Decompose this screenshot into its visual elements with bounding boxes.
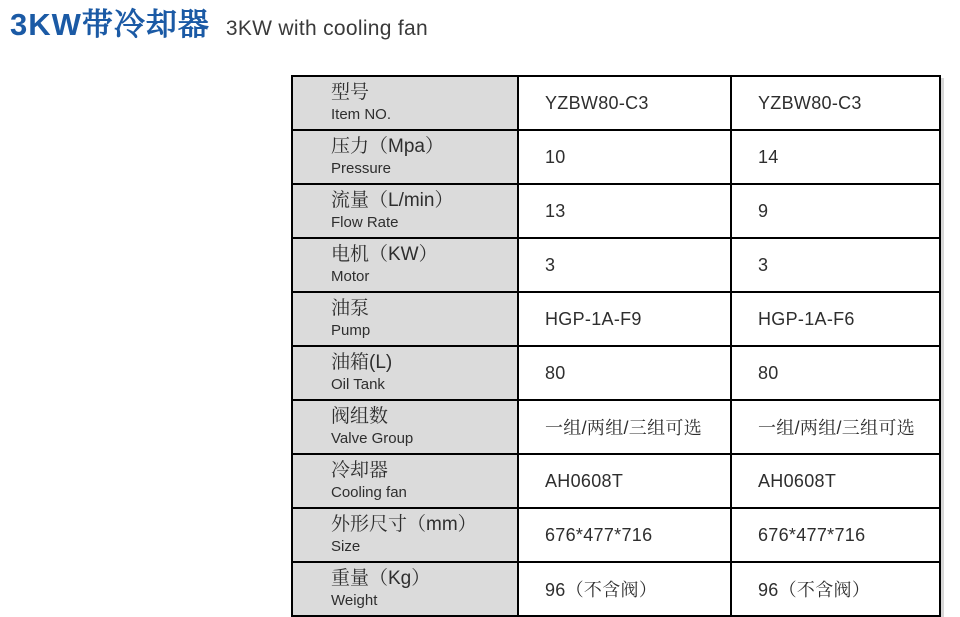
row-label-zh: 压力（Mpa）	[331, 136, 444, 157]
row-value-cell: HGP-1A-F9	[518, 292, 731, 346]
row-label-en: Oil Tank	[331, 376, 385, 393]
row-value-cell: 80	[731, 346, 940, 400]
row-label-zh: 油泵	[331, 298, 370, 319]
row-value-cell: AH0608T	[731, 454, 940, 508]
spec-table	[291, 75, 941, 617]
table-row-flow-rate	[292, 184, 940, 238]
row-value-cell: 一组/两组/三组可选	[518, 400, 731, 454]
row-value-cell: 676*477*716	[731, 508, 940, 562]
row-label-zh: 流量（L/min）	[331, 190, 454, 211]
table-row-size	[292, 508, 940, 562]
row-label-cell	[292, 508, 518, 562]
page-title-en: 3KW with cooling fan	[225, 17, 428, 40]
row-label-cell	[292, 292, 518, 346]
row-label-zh: 阀组数	[331, 406, 389, 427]
row-value-cell: 676*477*716	[518, 508, 731, 562]
row-label-cell	[292, 184, 518, 238]
row-label-cell	[292, 76, 518, 130]
table-row-valve-group	[292, 400, 940, 454]
table-row-weight	[292, 562, 940, 616]
row-value-cell: 3	[518, 238, 731, 292]
row-value-cell: YZBW80-C3	[731, 76, 940, 130]
row-value-cell: 10	[518, 130, 731, 184]
row-label-en: Pressure	[331, 160, 392, 177]
row-label-cell	[292, 454, 518, 508]
row-label-zh: 型号	[331, 82, 370, 103]
row-label-en: Weight	[331, 592, 378, 609]
row-label-cell	[292, 400, 518, 454]
row-value-cell: 一组/两组/三组可选	[731, 400, 940, 454]
row-label-zh: 重量（Kg）	[331, 568, 431, 589]
page-header	[10, 6, 428, 43]
table-row-oil-tank	[292, 346, 940, 400]
row-label-cell	[292, 562, 518, 616]
row-value-cell: 3	[731, 238, 940, 292]
row-value-cell: 13	[518, 184, 731, 238]
row-label-en: Flow Rate	[331, 214, 399, 231]
table-row-motor	[292, 238, 940, 292]
row-label-zh: 冷却器	[331, 460, 389, 481]
row-label-en: Pump	[331, 322, 371, 339]
row-label-cell	[292, 238, 518, 292]
page-title-zh: 3KW带冷却器	[10, 7, 210, 42]
row-label-cell	[292, 346, 518, 400]
row-label-en: Motor	[331, 268, 370, 285]
row-label-zh: 电机（KW）	[331, 244, 438, 265]
row-label-en: Size	[331, 538, 361, 555]
table-row-item-no	[292, 76, 940, 130]
row-label-en: Item NO.	[331, 106, 392, 123]
row-label-zh: 外形尺寸（mm）	[331, 514, 477, 535]
row-value-cell: 14	[731, 130, 940, 184]
table-row-pump	[292, 292, 940, 346]
row-value-cell: AH0608T	[518, 454, 731, 508]
row-value-cell: HGP-1A-F6	[731, 292, 940, 346]
table-row-pressure	[292, 130, 940, 184]
row-label-cell	[292, 130, 518, 184]
row-label-zh: 油箱(L)	[331, 352, 393, 373]
row-value-cell: 9	[731, 184, 940, 238]
row-value-cell: YZBW80-C3	[518, 76, 731, 130]
table-row-cooling-fan	[292, 454, 940, 508]
row-label-en: Cooling fan	[331, 484, 407, 501]
row-label-en: Valve Group	[331, 430, 414, 447]
row-value-cell: 96（不含阀）	[518, 562, 731, 616]
row-value-cell: 96（不含阀）	[731, 562, 940, 616]
row-value-cell: 80	[518, 346, 731, 400]
